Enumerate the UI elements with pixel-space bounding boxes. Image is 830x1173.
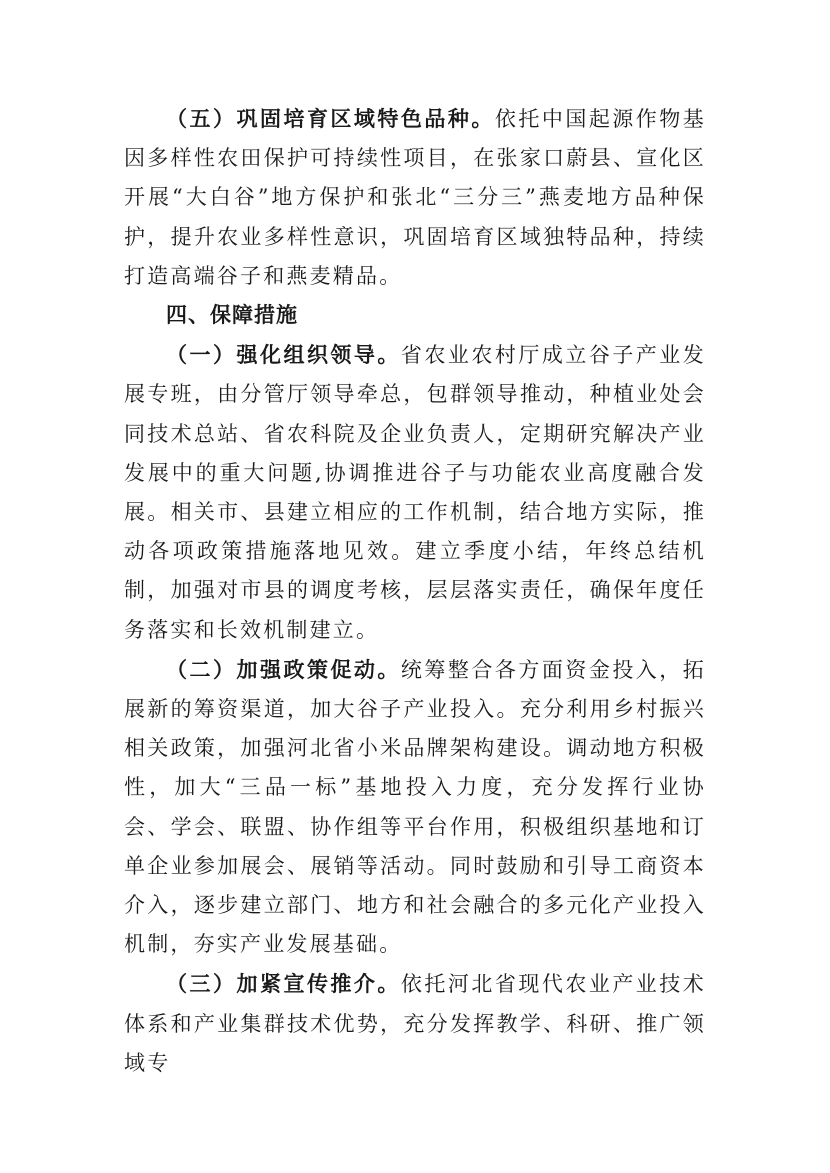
- paragraph-publicity-promotion: [124, 964, 706, 1083]
- paragraph-lead: （三）加紧宣传推介。: [166, 971, 401, 997]
- paragraph-text: 依托河北省现代农业产业技术体系和产业集群技术优势，充分发挥教学、科研、推广领域专: [124, 972, 706, 1075]
- paragraph-lead: （二）加强政策促动。: [166, 656, 401, 682]
- document-body: [124, 99, 706, 1083]
- section-heading-safeguards: 四、保障措施: [166, 303, 298, 328]
- paragraph-lead: （五）巩固培育区域特色品种。: [166, 106, 495, 131]
- paragraph-organizational-leadership: [124, 335, 706, 650]
- paragraph-text: 统筹整合各方面资金投入，拓展新的筹资渠道，加大谷子产业投入。充分利用乡村振兴相关政策，加强河北省小米品牌架构建设。调动地方积极性，加大“三品一标”基地投入力度，充分发挥行业协会、学会、联盟、协作组等平台作用，积极组织基地和订单企业参加展会、展销等活动。同时鼓励和引导工商资本介入，逐步建立部门、地方和社会融合的多元化产业投入机制，夯实产业发展基础。: [124, 657, 706, 957]
- paragraph-policy-promotion: [124, 650, 706, 965]
- paragraph-text: 省农业农村厅成立谷子产业发展专班，由分管厅领导牵总，包群领导推动，种植业处会同技术总站、省农科院及企业负责人，定期研究解决产业发展中的重大问题,协调推进谷子与功能农业高度融合发展。相关市、县建立相应的工作机制，结合地方实际，推动各项政策措施落地见效。建立季度小结，年终总结机制，加强对市县的调度考核，层层落实责任，确保年度任务落实和长效机制建立。: [124, 343, 706, 642]
- paragraph-lead: （一）强化组织领导。: [166, 342, 401, 368]
- paragraph-text: 依托中国起源作物基因多样性农田保护可持续性项目，在张家口蔚县、宣化区开展“大白谷”地方保护和张北“三分三”燕麦地方品种保护，提升农业多样性意识，巩固培育区域独特品种，持续打造高端谷子和燕麦精品。: [124, 107, 706, 288]
- paragraph-consolidate-varieties: [124, 99, 706, 296]
